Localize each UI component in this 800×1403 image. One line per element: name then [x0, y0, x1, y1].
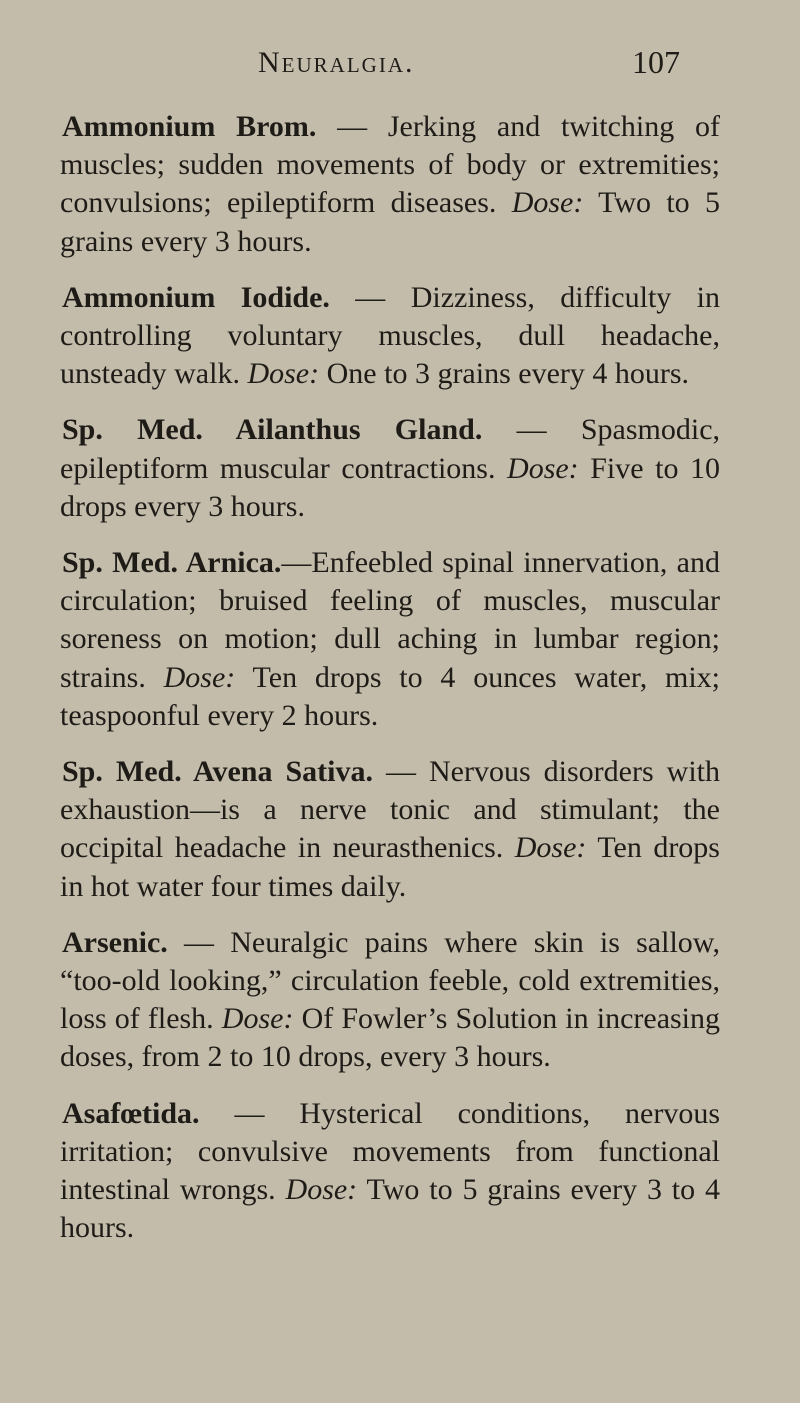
dose-text: One to 3 grains every 4 hours.	[326, 357, 690, 391]
dose-text: Two to 5 grains every 3 to 4 hours.	[60, 1173, 721, 1245]
dose-text: Of Fowler’s Solution in increasing doses, from 2 to 10 drops, every 3 hours.	[60, 1002, 721, 1074]
em-dash: —	[482, 413, 581, 447]
page-header	[0, 40, 800, 86]
remedy-indications: Jerking and twitching of muscles; sudden movements of body or extremities; convulsions; epileptiform diseases.	[60, 110, 720, 220]
remedy-entry	[60, 1095, 720, 1248]
dose-label: Dose:	[514, 831, 587, 865]
dose-label: Dose:	[507, 451, 579, 485]
remedy-entry	[60, 411, 720, 526]
dose-text: Ten drops to 4 ounces water, mix; teaspoonful every 2 hours.	[60, 660, 721, 732]
dose-label: Dose:	[163, 660, 236, 694]
remedy-indications: Hysterical conditions, nervous irritation; convulsive movements from functional intestinal wrongs.	[60, 1096, 720, 1207]
remedy-indications: Spasmodic, epileptiform muscular contractions.	[60, 413, 721, 485]
remedy-entry	[60, 108, 720, 261]
remedy-name: Arsenic.	[62, 925, 168, 959]
dose-label: Dose:	[511, 186, 584, 220]
remedy-indications: Nervous disorders with exhaustion—is a nerve tonic and stimulant; the occipital headache in neurasthenics.	[60, 755, 720, 865]
body-text	[60, 108, 720, 1265]
em-dash: —	[199, 1096, 300, 1130]
dose-label: Dose:	[247, 357, 320, 391]
remedy-name: Sp. Med. Ailanthus Gland.	[62, 413, 483, 447]
remedy-indications: Enfeebled spinal innervation, and circulation; bruised feeling of muscles, muscular soreness on motion; dull aching in lumbar region; strains.	[60, 546, 720, 694]
remedy-name: Asafœtida.	[62, 1096, 200, 1130]
remedy-entry	[60, 924, 720, 1077]
dose-text: Ten drops in hot water four times daily.	[60, 831, 720, 903]
dose-label: Dose:	[285, 1173, 358, 1207]
dose-label: Dose:	[221, 1002, 294, 1036]
em-dash: —	[167, 925, 231, 959]
remedy-entry	[60, 279, 720, 394]
running-title: Neuralgia.	[258, 46, 415, 79]
remedy-entry	[60, 544, 720, 735]
em-dash: —	[281, 546, 312, 580]
page-number: 107	[632, 44, 680, 80]
remedy-name: Sp. Med. Avena Sativa.	[62, 755, 373, 789]
remedy-name: Sp. Med. Arnica.	[62, 546, 282, 580]
dose-text: Five to 10 drops every 3 hours.	[60, 451, 721, 523]
em-dash: —	[373, 755, 430, 789]
remedy-indications: Dizziness, difficulty in controlling voluntary muscles, dull headache, unsteady walk.	[60, 280, 721, 391]
em-dash: —	[329, 280, 411, 314]
remedy-name: Ammonium Brom.	[62, 110, 317, 143]
remedy-indications: Neuralgic pains where skin is sallow, “too-old looking,” circulation feeble, cold extremities, loss of flesh.	[60, 925, 721, 1036]
em-dash: —	[316, 110, 388, 143]
remedy-name: Ammonium Iodide.	[62, 280, 330, 314]
remedy-entry	[60, 753, 720, 906]
dose-text: Two to 5 grains every 3 hours.	[60, 186, 720, 258]
